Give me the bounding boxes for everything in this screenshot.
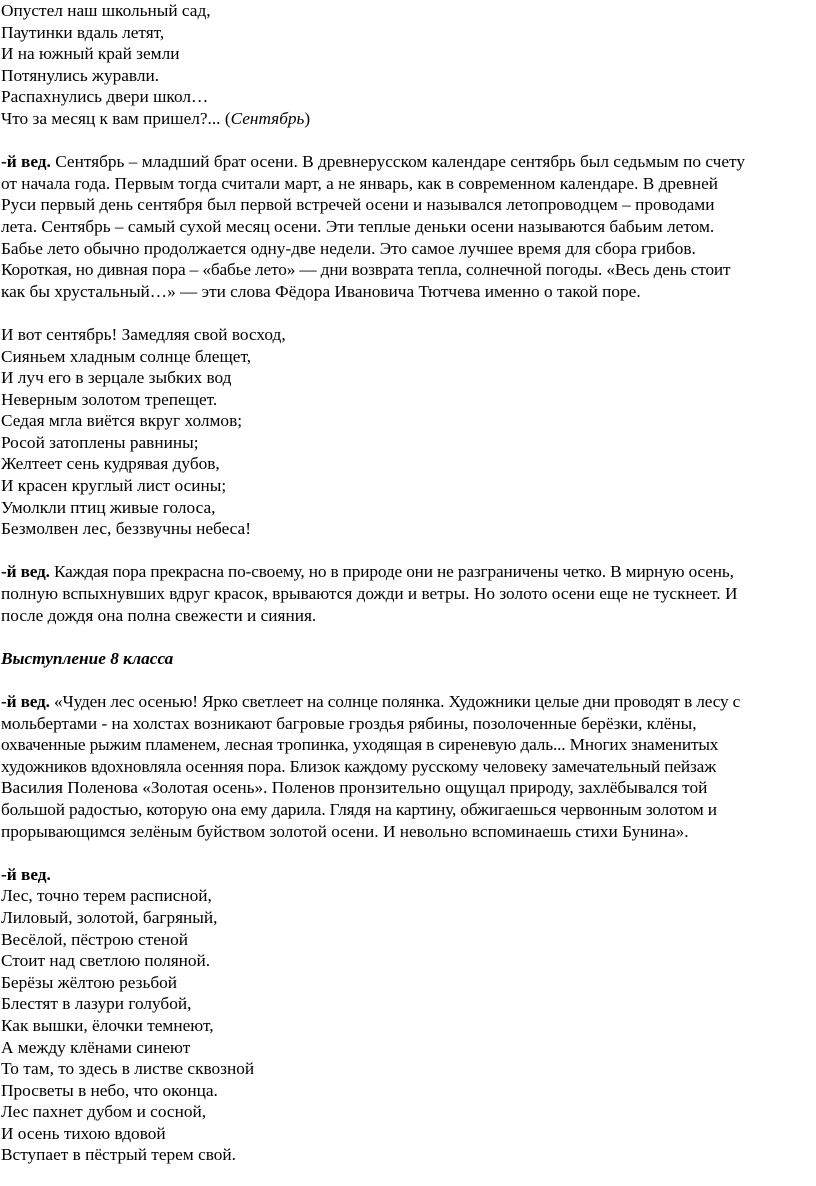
paragraph-line: прорывающимся зелёным буйством золотой осени. И невольно вспоминаешь стихи Бунина». bbox=[1, 821, 689, 841]
poem-line: И красен круглый лист осины; bbox=[1, 476, 227, 496]
riddle-text: Что за месяц к вам пришел?... ( bbox=[1, 108, 231, 128]
poem-line: И луч его в зерцале зыбких вод bbox=[1, 368, 232, 388]
speaker-label: -й вед. bbox=[1, 692, 50, 711]
paragraph-line bbox=[1, 561, 809, 583]
paragraph-text: Сентябрь – младший брат осени. В древнерусском календаре сентябрь был седьмым по счету bbox=[50, 152, 745, 172]
speaker-label: -й вед. bbox=[1, 562, 50, 582]
poem-line: Безмолвен лес, беззвучны небеса! bbox=[1, 519, 251, 539]
poem-line: Неверным золотом трепещет. bbox=[1, 389, 218, 409]
paragraph-gap bbox=[1, 669, 809, 691]
paragraph-line: Короткая, но дивная пора – «бабье лето» — дни возврата тепла, солнечной погоды. «Весь день стоит bbox=[1, 260, 731, 280]
paragraph-line: полную вспыхнувших вдруг красок, врываются дожди и ветры. Но золото осени еще не тускнеет. И bbox=[1, 584, 738, 604]
poem-line: Паутинки вдаль летят, bbox=[1, 22, 165, 42]
paragraph-line: Руси первый день сентября был первой встречей осени и называлcя летопроводцем – проводами bbox=[1, 195, 715, 215]
poem-bunin bbox=[1, 885, 809, 1166]
poem-line: Весёлой, пёстрою стеной bbox=[1, 929, 189, 949]
paragraph-each-season bbox=[1, 561, 809, 626]
poem-september-riddle bbox=[1, 0, 809, 130]
poem-line: Лес, точно терем расписной, bbox=[1, 886, 212, 906]
poem-line: Как вышки, ёлочки темнеют, bbox=[1, 1015, 214, 1035]
poem-line: Седая мгла виётся вкруг холмов; bbox=[1, 411, 243, 431]
poem-line: Умолкли птиц живые голоса, bbox=[1, 497, 216, 517]
poem-line: Берёзы жёлтою резьбой bbox=[1, 972, 178, 992]
poem-line: Лес пахнет дубом и сосной, bbox=[1, 1102, 207, 1122]
paragraph-line: мольбертами - на холстах возникают багровые гроздья рябины, позолоченные берёзки, клёны, bbox=[1, 713, 697, 733]
poem-line: Распахнулись двери школ… bbox=[1, 87, 209, 107]
paragraph-line: Василия Поленова «Золотая осень». Поленов пронзительно ощущал природу, захлёбывался той bbox=[1, 778, 708, 798]
paragraph-line: после дождя она полна свежести и сияния. bbox=[1, 605, 317, 625]
poem-line: Сияньем хладным солнце блещет, bbox=[1, 346, 252, 366]
poem-line: И на южный край земли bbox=[1, 44, 180, 64]
paragraph-line: охваченные рыжим пламенем, лесная тропинка, уходящая в сиреневую даль... Многих знаменитых bbox=[1, 735, 719, 755]
poem-line: Лиловый, золотой, багряный, bbox=[1, 907, 218, 927]
poem-line: Желтеет сень кудрявая дубов, bbox=[1, 454, 220, 474]
paragraph-gap bbox=[1, 130, 809, 152]
paragraph-text: Каждая пора прекрасна по-своему, но в природе они не разграничены четко. В мирную осень, bbox=[49, 562, 734, 582]
poem-line: Просветы в небо, что оконца. bbox=[1, 1080, 218, 1100]
paragraph-gap bbox=[1, 626, 809, 648]
poem-line: Вступает в пёстрый терем свой. bbox=[1, 1145, 236, 1165]
paragraph-line: лета. Сентябрь – самый сухой месяц осени. Эти теплые деньки осени называются бабьим летом. bbox=[1, 216, 715, 236]
paragraph-autumn-forest bbox=[1, 691, 809, 842]
poem-line: Потянулись журавли. bbox=[1, 65, 160, 85]
poem-line: То там, то здесь в листве сквозной bbox=[1, 1059, 255, 1079]
riddle-answer: Сентябрь bbox=[230, 108, 305, 128]
paragraph-gap bbox=[1, 302, 809, 324]
paragraph-gap bbox=[1, 842, 809, 864]
paragraph-text: «Чуден лес осенью! Ярко светлеет на солнце полянка. Художники целые дни проводят в лесу с bbox=[49, 692, 741, 711]
paragraph-line: Бабье лето обычно продолжается одну-две недели. Это самое лучшее время для сбора грибов. bbox=[1, 238, 696, 258]
poem-line: Росой затоплены равнины; bbox=[1, 432, 199, 452]
poem-line: А между клёнами синеют bbox=[1, 1037, 191, 1057]
speaker-label: -й вед. bbox=[1, 152, 51, 172]
riddle-close: ) bbox=[304, 108, 311, 128]
riddle-line bbox=[1, 108, 809, 130]
section-heading: Выступление 8 класса bbox=[1, 648, 174, 668]
poem-line: И осень тихою вдовой bbox=[1, 1123, 166, 1143]
poem-line: Опустел наш школьный сад, bbox=[1, 1, 211, 20]
paragraph-line bbox=[1, 691, 809, 713]
poem-line: Блестят в лазури голубой, bbox=[1, 994, 192, 1014]
poem-line: Стоит над светлою поляной. bbox=[1, 951, 211, 971]
paragraph-line: от начала года. Первым тогда считали март, а не январь, как в современном календаре. В древней bbox=[1, 173, 719, 193]
poem-tyutchev bbox=[1, 324, 809, 540]
paragraph-line: художников вдохновляла осенняя пора. Близок каждому русскому человеку замечательный пейзаж bbox=[1, 756, 716, 776]
speaker-label: -й вед. bbox=[1, 864, 51, 884]
poem-line: И вот сентябрь! Замедляя свой восход, bbox=[1, 324, 286, 344]
paragraph-line bbox=[1, 151, 809, 173]
paragraph-line: как бы хрустальный…» — эти слова Фёдора Ивановича Тютчева именно о такой поре. bbox=[1, 281, 641, 301]
paragraph-september-intro bbox=[1, 151, 809, 302]
paragraph-gap bbox=[1, 540, 809, 562]
paragraph-line: большой радостью, которую она ему дарила. Глядя на картину, обжигаешься червонным золотом и bbox=[1, 799, 717, 819]
